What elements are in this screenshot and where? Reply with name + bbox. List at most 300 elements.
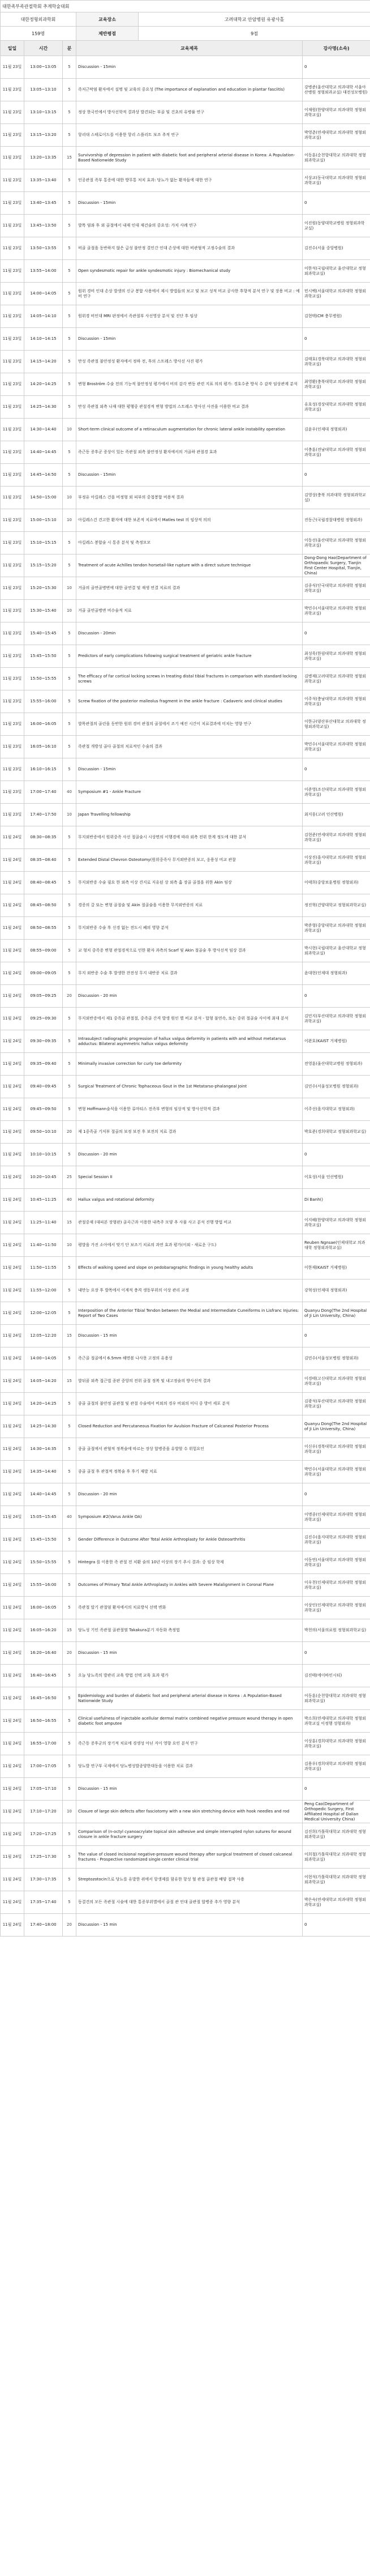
row-date: 11월 24일 xyxy=(1,1733,24,1755)
row-minutes: 10 xyxy=(63,1801,76,1823)
row-time: 16:10~16:15 xyxy=(24,758,63,781)
row-minutes: 5 xyxy=(63,215,76,237)
row-title: 제 1중족골 기저부 절골의 보정 보전 후 보전의 치료 결과 xyxy=(76,1121,303,1144)
row-minutes: 5 xyxy=(63,1461,76,1483)
row-title: 발목관절의 골린을 동반한 원위 경비 관절의 골절에서 조기 예진 시간이 치료결과에 미치는 영향 연구 xyxy=(76,713,303,736)
row-time: 13:50~13:55 xyxy=(24,237,63,260)
row-minutes: 5 xyxy=(63,1778,76,1801)
row-time: 08:50~08:55 xyxy=(24,917,63,940)
row-date: 11월 24일 xyxy=(1,1642,24,1665)
table-row xyxy=(1,1189,370,1212)
row-time: 09:40~09:45 xyxy=(24,1076,63,1098)
row-speaker: 이상훈(경희대학교 의과대학 정형외과학교실) xyxy=(303,1733,370,1755)
row-title: 거골 골연골병변 비수술적 치료 xyxy=(76,600,303,622)
table-row xyxy=(1,577,370,600)
row-minutes: 5 xyxy=(63,532,76,555)
row-time: 09:30~09:35 xyxy=(24,1030,63,1053)
row-minutes: 5 xyxy=(63,622,76,645)
row-time: 14:15~14:20 xyxy=(24,351,63,373)
row-date: 11월 24일 xyxy=(1,894,24,917)
table-row xyxy=(1,1642,370,1665)
row-date: 11월 23일 xyxy=(1,328,24,351)
table-row xyxy=(1,1574,370,1597)
row-title: 거골의 골연골병변에 대한 골연결 및 재생 연결 치료의 결과 xyxy=(76,577,303,600)
row-minutes: 10 xyxy=(63,487,76,509)
row-title: 당뇨성 기인 족관절 골관절염 Takakura분기 자동화 측정법 xyxy=(76,1619,303,1642)
row-title: Discussion - 15 min xyxy=(76,1914,303,1937)
row-speaker: Dong-Dong Hao(Department of Orthopaedic Surgery, Tianjin First Center Hospital, Tianjin, China) xyxy=(303,555,370,577)
row-title: 비골 골절을 동반하지 않은 급성 불안정 결인간 인대 손상에 대한 비관혈적 고정수술의 결과 xyxy=(76,237,303,260)
row-time: 13:20~13:35 xyxy=(24,147,63,169)
row-speaker: 박민수(서울대학교 의과대학 정형외과학교실) xyxy=(303,736,370,758)
row-minutes: 5 xyxy=(63,1755,76,1778)
row-title: Effects of walking speed and slope on pedobaragraphic findings in young healthy adults xyxy=(76,1257,303,1280)
row-date: 11월 23일 xyxy=(1,192,24,215)
row-speaker: 이경태(고신대학교 의과대학 정형외과학교실) xyxy=(303,1370,370,1393)
row-date: 11월 23일 xyxy=(1,441,24,464)
table-row xyxy=(1,894,370,917)
row-title: Discussion - 20 min xyxy=(76,1483,303,1506)
row-minutes: 5 xyxy=(63,1687,76,1710)
row-speaker: 이지혜(한양대학교 의과대학 정형외과학교실) xyxy=(303,1212,370,1234)
row-time: 14:25~14:30 xyxy=(24,1415,63,1438)
row-date: 11월 23일 xyxy=(1,690,24,713)
row-time: 15:50~15:55 xyxy=(24,1551,63,1574)
row-title: Symposium #2(Varus Ankle OA) xyxy=(76,1506,303,1529)
row-minutes: 5 xyxy=(63,1076,76,1098)
row-title: 족근골 절골에서 6.5mm 해면볼 나사못 고정의 유용성 xyxy=(76,1347,303,1370)
row-title: Extended Distal Chevron Osteotomy(원위중족사 무지외반증의 보고, 응용성 비교 관찰 xyxy=(76,849,303,872)
row-minutes: 5 xyxy=(63,894,76,917)
row-title: Discussion - 20 min xyxy=(76,1144,303,1166)
row-minutes: 5 xyxy=(63,917,76,940)
row-title: 아킬레스 봉합술 시 통증 분석 및 측정모모 xyxy=(76,532,303,555)
row-title: 오늘 당뇨족의 발관리 교육 방법 선택 교육 효과 평가 xyxy=(76,1665,303,1687)
table-row xyxy=(1,1687,370,1710)
row-minutes: 10 xyxy=(63,509,76,532)
row-time: 16:45~16:50 xyxy=(24,1687,63,1710)
row-minutes: 5 xyxy=(63,1823,76,1846)
row-speaker: 이준영(조선대학교 의과대학 정형외과학교실) xyxy=(303,781,370,804)
row-date: 11월 23일 xyxy=(1,147,24,169)
row-minutes: 15 xyxy=(63,1212,76,1234)
row-title: 관절중재 (대피본 장형판) 골곡근과 이용한 내측주 모양 추 사물 사고 분석 진행 방법 비교 xyxy=(76,1212,303,1234)
table-row xyxy=(1,147,370,169)
table-row xyxy=(1,1076,370,1098)
row-date: 11월 23일 xyxy=(1,373,24,396)
table-row xyxy=(1,1461,370,1483)
table-row xyxy=(1,600,370,622)
row-speaker: 김진태(에이바인시티) xyxy=(303,1665,370,1687)
row-speaker: 김현준(연세대학교 의과대학 정형외과학교실) xyxy=(303,826,370,849)
table-row xyxy=(1,305,370,328)
row-minutes: 5 xyxy=(63,1347,76,1370)
row-speaker: 0 xyxy=(303,464,370,487)
table-row xyxy=(1,1551,370,1574)
row-speaker: 정진혁(건양대학교 정형외과학교실) xyxy=(303,894,370,917)
row-speaker: 박시현(국립대학교 울산대학교 정형외과학교실) xyxy=(303,940,370,962)
row-title: 족근동 증후군 증상이 있는 족관절 외측 불안정성 환자에서의 거골하 관절경 효과 xyxy=(76,441,303,464)
row-minutes: 5 xyxy=(63,237,76,260)
row-date: 11월 24일 xyxy=(1,962,24,985)
row-title: 종골 골절에서 관혈적 정복술에 따르는 장상 합병증을 유발할 수 위험요인 xyxy=(76,1438,303,1461)
row-minutes: 5 xyxy=(63,260,76,283)
row-minutes: 40 xyxy=(63,781,76,804)
row-date: 11월 24일 xyxy=(1,1144,24,1166)
table-row xyxy=(1,283,370,305)
row-time: 17:05~17:10 xyxy=(24,1778,63,1801)
row-time: 15:20~15:30 xyxy=(24,577,63,600)
row-title: Discussion - 15 min xyxy=(76,1778,303,1801)
row-title: Open syndesmotic repair for ankle syndesmotic injury : Biomechanical study xyxy=(76,260,303,283)
row-minutes: 40 xyxy=(63,1189,76,1212)
row-speaker: 김광석(부산대학교 의과대학 정형외과학교실) xyxy=(303,1393,370,1415)
row-time: 16:50~16:55 xyxy=(24,1710,63,1733)
row-date: 11월 24일 xyxy=(1,1914,24,1937)
row-title: 무지외반증에서 원위중족 사선 절골술시 시상면의 이행경에 따라 외측 전위 한계 정도에 대한 분석 xyxy=(76,826,303,849)
row-speaker: 이우천(인제대학교 의과대학 정형외과학교실) xyxy=(303,1574,370,1597)
table-row xyxy=(1,1166,370,1189)
row-date: 11월 23일 xyxy=(1,781,24,804)
row-time: 14:30~14:40 xyxy=(24,419,63,441)
table-row xyxy=(1,962,370,985)
row-title: 종골 골절의 불안정 골관절 및 관절 수술에서 비외의 경우 비외의 미디 중 방어 세포 분석 xyxy=(76,1393,303,1415)
row-time: 14:45~14:50 xyxy=(24,464,63,487)
row-minutes: 5 xyxy=(63,1529,76,1551)
row-speaker: 이신우(경북대학교 의과대학 정형외과학교실) xyxy=(303,1438,370,1461)
table-row xyxy=(1,872,370,894)
row-speaker: 김종식(단국대학교 의과대학 정형외과학교실) xyxy=(303,577,370,600)
table-row xyxy=(1,1778,370,1801)
row-minutes: 5 xyxy=(63,1483,76,1506)
row-date: 11월 24일 xyxy=(1,1121,24,1144)
table-row xyxy=(1,917,370,940)
row-time: 10:45~11:25 xyxy=(24,1189,63,1212)
row-date: 11월 23일 xyxy=(1,237,24,260)
table-row xyxy=(1,1008,370,1030)
meta-row-1 xyxy=(1,12,370,27)
table-row xyxy=(1,1506,370,1529)
row-date: 11월 24일 xyxy=(1,1415,24,1438)
row-date: 11월 24일 xyxy=(1,826,24,849)
row-minutes: 5 xyxy=(63,101,76,124)
table-row xyxy=(1,781,370,804)
row-speaker: 최영환(충북대학교 의과대학 정형외과학교실) xyxy=(303,373,370,396)
row-date: 11월 24일 xyxy=(1,1347,24,1370)
row-date: 11월 24일 xyxy=(1,1891,24,1914)
row-minutes: 5 xyxy=(63,1030,76,1053)
table-row xyxy=(1,1030,370,1053)
row-title: 경증의 갈 또는 변형 골절술 및 Akin 절골술을 이용한 무지외반증의 치료 xyxy=(76,894,303,917)
row-date: 11월 23일 xyxy=(1,283,24,305)
row-time: 12:05~12:20 xyxy=(24,1325,63,1347)
row-minutes: 5 xyxy=(63,940,76,962)
table-row xyxy=(1,645,370,668)
row-time: 16:55~17:00 xyxy=(24,1733,63,1755)
row-minutes: 5 xyxy=(63,79,76,101)
row-minutes: 5 xyxy=(63,736,76,758)
row-speaker: 이태희(중앙보훈병원 정형외과) xyxy=(303,872,370,894)
row-speaker: 김진수(을지대학교 의과대학 정형외과학교실) xyxy=(303,1529,370,1551)
table-row xyxy=(1,532,370,555)
row-date: 11월 24일 xyxy=(1,1393,24,1415)
row-date: 11월 23일 xyxy=(1,101,24,124)
header-date: 일일 xyxy=(1,41,24,56)
row-date: 11월 23일 xyxy=(1,532,24,555)
row-speaker: 0 xyxy=(303,1144,370,1166)
row-date: 11월 24일 xyxy=(1,1461,24,1483)
row-time: 08:30~08:35 xyxy=(24,826,63,849)
row-title: Treatment of acute Achilles tendon horsetail-like rupture with a direct suture technique xyxy=(76,555,303,577)
hours-label: 제반평점 xyxy=(76,27,139,41)
row-speaker: 민시백(서울대학교 의과대학 정형외과학교실) xyxy=(303,283,370,305)
row-time: 15:45~15:50 xyxy=(24,1529,63,1551)
row-date: 11월 23일 xyxy=(1,215,24,237)
row-minutes: 5 xyxy=(63,1551,76,1574)
row-minutes: 5 xyxy=(63,1393,76,1415)
row-title: 원위경 비인대 MRI 판정에서 족관절부 사선영상 분석 및 진단 후 임상 xyxy=(76,305,303,328)
row-title: 종골 골절 후 관절적 정복술 후 후기 재발 치료 xyxy=(76,1461,303,1483)
row-date: 11월 23일 xyxy=(1,124,24,147)
row-date: 11월 24일 xyxy=(1,1619,24,1642)
row-minutes: 5 xyxy=(63,1415,76,1438)
table-row xyxy=(1,124,370,147)
row-title: Interposition of the Anterior Tibial Tendon between the Medial and Intermediate Cuneiforms in Lisfranc Injuries: Report of Two Cases xyxy=(76,1302,303,1325)
row-time: 14:40~14:45 xyxy=(24,441,63,464)
row-date: 11월 24일 xyxy=(1,1665,24,1687)
table-row xyxy=(1,79,370,101)
row-time: 16:20~16:40 xyxy=(24,1642,63,1665)
row-speaker: 이동훈(순천향대학교 의과대학 정형외과학교실) xyxy=(303,1687,370,1710)
row-title: Short-term clinical outcome of a retinaculum augmentation for chronic lateral ankle instability operation xyxy=(76,419,303,441)
row-title: 무지 외반증 수술 후 발생한 잔전성 무지 내반증 치료 결과 xyxy=(76,962,303,985)
row-title: Symposium #1 - Ankle Fracture xyxy=(76,781,303,804)
row-time: 17:30~17:35 xyxy=(24,1869,63,1891)
table-row xyxy=(1,690,370,713)
table-row xyxy=(1,328,370,351)
row-title: 당뇨발 연구부 국제에서 당뇨병성발종양한대동을 이용한 치료 결과 xyxy=(76,1755,303,1778)
row-minutes: 20 xyxy=(63,1914,76,1937)
row-title: Predictors of early complications following surgical treatment of geriatric ankle fracture xyxy=(76,645,303,668)
row-time: 11:25~11:40 xyxy=(24,1212,63,1234)
event-label: 대한정형외과학회 xyxy=(1,12,76,27)
row-minutes: 5 xyxy=(63,441,76,464)
row-minutes: 10 xyxy=(63,1234,76,1257)
row-minutes: 5 xyxy=(63,373,76,396)
row-speaker: 김민수(서울성모병원 정형외과) xyxy=(303,1347,370,1370)
row-speaker: 0 xyxy=(303,622,370,645)
row-speaker: 김영상(충북 의과대학 정형외과학교실) xyxy=(303,487,370,509)
row-title: The value of closed incisional negative-pressure wound therapy after surgical treatment of closed calcaneal fractures - Prospective randomized single center clinical trial xyxy=(76,1846,303,1869)
row-minutes: 5 xyxy=(63,192,76,215)
row-minutes: 15 xyxy=(63,1325,76,1347)
meta-row-2 xyxy=(1,27,370,41)
row-speaker: 0 xyxy=(303,758,370,781)
table-row xyxy=(1,1234,370,1257)
table-row xyxy=(1,464,370,487)
row-time: 16:00~16:05 xyxy=(24,1597,63,1619)
row-date: 11월 23일 xyxy=(1,509,24,532)
row-date: 11월 23일 xyxy=(1,487,24,509)
row-speaker: 0 xyxy=(303,1325,370,1347)
table-row xyxy=(1,849,370,872)
table-row xyxy=(1,622,370,645)
row-speaker: 이한재(KAIST 거제병원) xyxy=(303,1257,370,1280)
row-title: Japan Travelling fellowship xyxy=(76,804,303,826)
row-minutes: 5 xyxy=(63,124,76,147)
row-title: Discussion - 15min xyxy=(76,328,303,351)
table-row xyxy=(1,804,370,826)
row-date: 11월 24일 xyxy=(1,1506,24,1529)
header-minutes: 분 xyxy=(63,41,76,56)
table-row xyxy=(1,1846,370,1869)
row-title: Closure of large skin defects after fasciotomy with a new skin stretching device with hook needles and rod xyxy=(76,1801,303,1823)
row-time: 16:40~16:45 xyxy=(24,1665,63,1687)
count-value: 159명 xyxy=(1,27,76,41)
row-time: 13:45~13:50 xyxy=(24,215,63,237)
row-title: 만성 족관절 불안정성 환자에서 정하 전, 후의 스트레스 방사선 사진 평가 xyxy=(76,351,303,373)
row-time: 15:30~15:40 xyxy=(24,600,63,622)
row-title: The efficacy of far cortical locking screws in treating distal tibial fractures in comparison with standard locking screws xyxy=(76,668,303,690)
row-title: 무지외반증 수술 필요 한 외측 이상 견지로 지유된 상 외측 홈 장골 골절을 위한 Akin 임상 xyxy=(76,872,303,894)
table-row xyxy=(1,1597,370,1619)
row-minutes: 20 xyxy=(63,985,76,1008)
row-title: 족관절 개방성 골다 골절의 치료적인 수술의 결과 xyxy=(76,736,303,758)
header-title: 교육제목 xyxy=(76,41,303,56)
row-date: 11월 24일 xyxy=(1,1098,24,1121)
table-row xyxy=(1,1665,370,1687)
row-time: 13:00~13:05 xyxy=(24,56,63,79)
row-date: 11월 24일 xyxy=(1,872,24,894)
row-time: 12:00~12:05 xyxy=(24,1302,63,1325)
table-row xyxy=(1,1483,370,1506)
row-speaker: 이호성(서울 인산병원) xyxy=(303,1166,370,1189)
row-time: 13:55~14:00 xyxy=(24,260,63,283)
row-date: 11월 24일 xyxy=(1,849,24,872)
table-row xyxy=(1,826,370,849)
row-speaker: 최지웅(고려 인산병원) xyxy=(303,804,370,826)
row-time: 15:55~16:00 xyxy=(24,690,63,713)
table-row xyxy=(1,1710,370,1733)
row-title: Closed Reduction and Percutaneous Fixation for Avulsion Fracture of Calcaneal Posterior Process xyxy=(76,1415,303,1438)
row-title: 무지외반증에서 제1 중족골 관절절, 중족골 간격 발생 원인 별 비교 분석 - 합형 불연속, 또는 중위 절골술 사이에 최대 분석 xyxy=(76,1008,303,1030)
row-minutes: 5 xyxy=(63,328,76,351)
row-speaker: 강혁성(인제대 정형외과) xyxy=(303,1280,370,1302)
row-minutes: 10 xyxy=(63,577,76,600)
row-time: 14:20~14:25 xyxy=(24,373,63,396)
row-date: 11월 24일 xyxy=(1,1597,24,1619)
row-title: 아킬레스건 견고한 환자에 대한 보존적 치료에서 Matles test 의 임상적 의의 xyxy=(76,509,303,532)
row-date: 11월 23일 xyxy=(1,758,24,781)
table-row xyxy=(1,1121,370,1144)
row-minutes: 15 xyxy=(63,147,76,169)
row-minutes: 5 xyxy=(63,555,76,577)
row-speaker: 박민수(서울대학교 의과대학 정형외과학교실) xyxy=(303,600,370,622)
row-speaker: 김병재(고려대학교 의과대학 정형외과학교실) xyxy=(303,668,370,690)
row-date: 11월 24일 xyxy=(1,1370,24,1393)
row-time: 14:05~14:20 xyxy=(24,1370,63,1393)
row-minutes: 15 xyxy=(63,1619,76,1642)
row-title: Surgical Treatment of Chronic Tophaceous Gout in the 1st Metatarso-phalangeal Joint xyxy=(76,1076,303,1098)
row-date: 11월 24일 xyxy=(1,1438,24,1461)
row-minutes: 5 xyxy=(63,1846,76,1869)
row-date: 11월 23일 xyxy=(1,645,24,668)
row-time: 09:05~09:25 xyxy=(24,985,63,1008)
row-minutes: 5 xyxy=(63,1280,76,1302)
row-minutes: 15 xyxy=(63,1370,76,1393)
row-time: 15:40~15:45 xyxy=(24,622,63,645)
table-row xyxy=(1,351,370,373)
row-time: 15:00~15:10 xyxy=(24,509,63,532)
row-title: Screw fixation of the posterior malleolus fragment in the ankle fracture : Cadaveric and clinical studies xyxy=(76,690,303,713)
row-time: 09:00~09:05 xyxy=(24,962,63,985)
row-title: 정상 한국인에서 방사선학적 결과상 발견되는 부골 및 건초의 유병률 연구 xyxy=(76,101,303,124)
table-row xyxy=(1,441,370,464)
row-minutes: 5 xyxy=(63,849,76,872)
row-speaker: 김용우(경희대학교 의과대학 정형외과학교실) xyxy=(303,1755,370,1778)
row-speaker: 진동근(국립경찰대병원 정형외과) xyxy=(303,509,370,532)
table-row xyxy=(1,1325,370,1347)
row-speaker: 김윤우(인제대 정형외과) xyxy=(303,419,370,441)
row-date: 11월 23일 xyxy=(1,396,24,419)
row-date: 11월 24일 xyxy=(1,1529,24,1551)
row-time: 15:50~15:55 xyxy=(24,668,63,690)
location-label: 교육장소 xyxy=(76,12,139,27)
row-speaker: 0 xyxy=(303,56,370,79)
row-date: 11월 24일 xyxy=(1,1257,24,1280)
row-minutes: 5 xyxy=(63,1438,76,1461)
row-date: 11월 23일 xyxy=(1,169,24,192)
row-date: 11월 24일 xyxy=(1,1166,24,1189)
row-minutes: 10 xyxy=(63,804,76,826)
row-minutes: 5 xyxy=(63,645,76,668)
location-value: 고려대학교 안암병원 유광사홀 xyxy=(139,12,370,27)
row-minutes: 5 xyxy=(63,758,76,781)
row-title: Hallux valgus and rotational deformity xyxy=(76,1189,303,1212)
header-row xyxy=(1,41,370,56)
row-time: 17:40~17:50 xyxy=(24,804,63,826)
row-title: Clinical usefulness of injectable acellular dermal matrix combined negative pressure wound therapy in open diabetic foot amputee xyxy=(76,1710,303,1733)
row-date: 11월 23일 xyxy=(1,555,24,577)
row-time: 15:15~15:20 xyxy=(24,555,63,577)
table-row xyxy=(1,758,370,781)
table-row xyxy=(1,1144,370,1166)
row-speaker: 김민수(서울성모병원 정형외과) xyxy=(303,1076,370,1098)
row-date: 11월 23일 xyxy=(1,56,24,79)
row-time: 14:50~15:00 xyxy=(24,487,63,509)
row-minutes: 5 xyxy=(63,396,76,419)
table-row xyxy=(1,668,370,690)
row-minutes: 20 xyxy=(63,1121,76,1144)
table-row xyxy=(1,1415,370,1438)
row-speaker: Peng Cao(Department of Orthopedic Surgery, First Affiliated Hospital of Dalian Medical University China) xyxy=(303,1801,370,1823)
row-minutes: 5 xyxy=(63,464,76,487)
table-row xyxy=(1,487,370,509)
row-date: 11월 24일 xyxy=(1,1076,24,1098)
row-title: Discussion - 15min xyxy=(76,192,303,215)
row-minutes: 25 xyxy=(63,1166,76,1189)
row-time: 17:00~17:40 xyxy=(24,781,63,804)
row-date: 11월 24일 xyxy=(1,1846,24,1869)
row-title: 인공관절 족부 통증에 대한 방무통 처치 효과: 당뇨가 없는 환자들에 대한 연구 xyxy=(76,169,303,192)
table-row xyxy=(1,373,370,396)
row-speaker: 김현택(CM 충무병원) xyxy=(303,305,370,328)
row-time: 16:05~16:10 xyxy=(24,736,63,758)
row-time: 11:40~11:50 xyxy=(24,1234,63,1257)
row-date: 11월 24일 xyxy=(1,1302,24,1325)
table-row xyxy=(1,1053,370,1076)
table-row xyxy=(1,1393,370,1415)
